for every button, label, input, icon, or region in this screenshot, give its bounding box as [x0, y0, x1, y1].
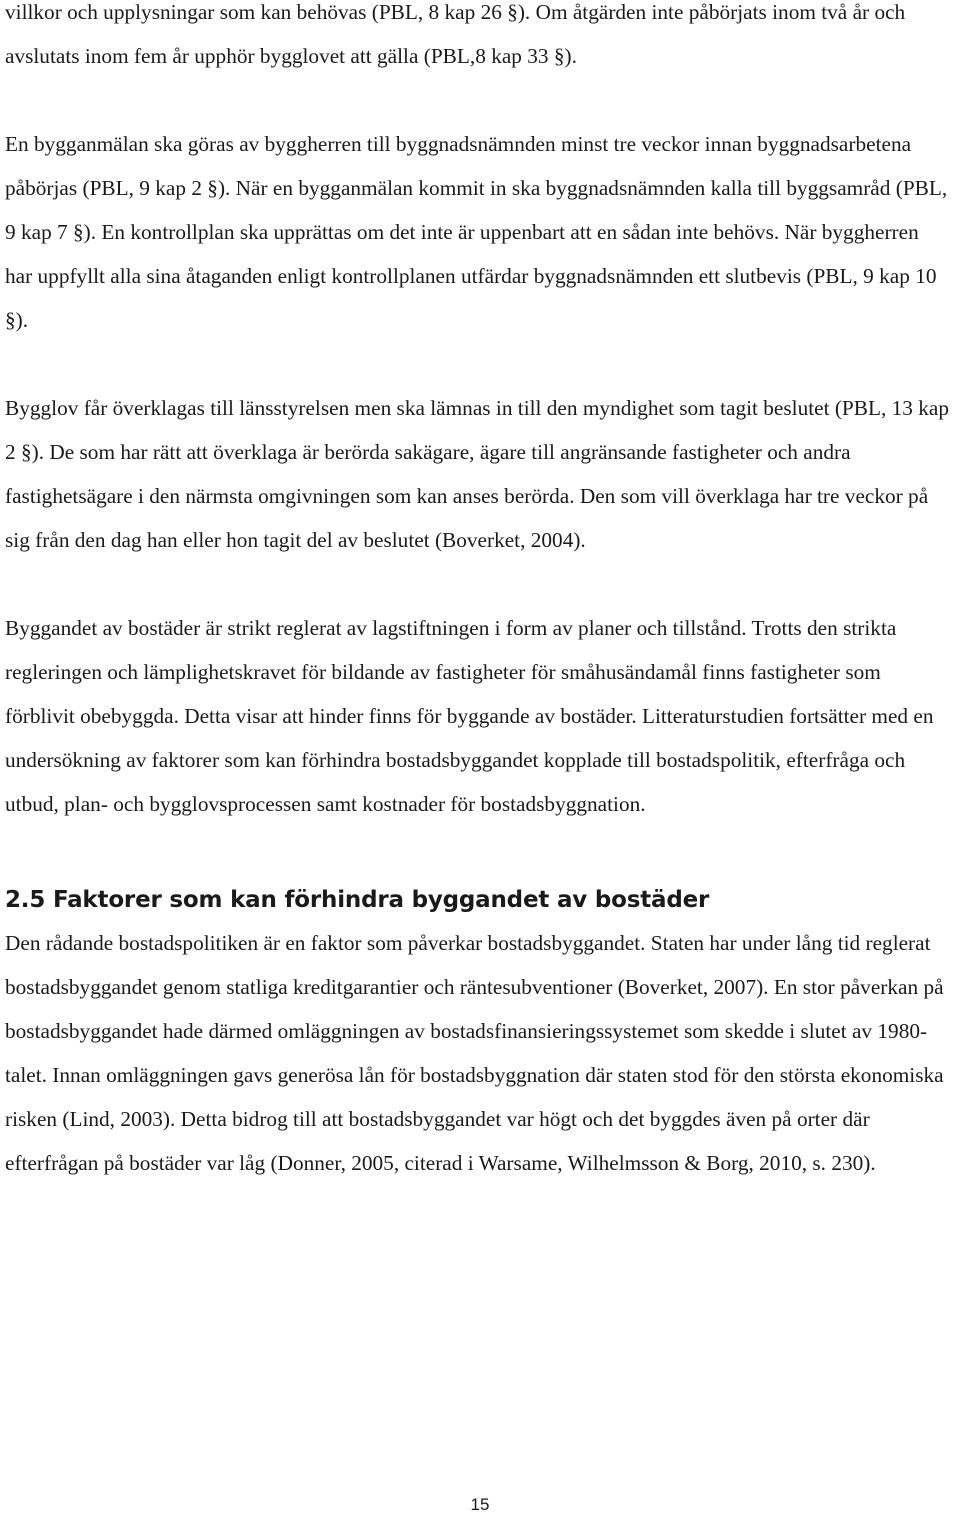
paragraph-text: Bygglov får överklagas till länsstyrelsen men ska lämnas in till den myndighet som tagit beslutet (PBL, 13 kap 2 §). De som har rätt att överklaga är berörda sakägare, ägare till angränsande fastigheter och andra fastighetsägare i den närmsta omgivningen som kan anses berörda. Den som vill överklaga har tre veckor på sig från den dag han eller hon tagit del av beslutet (Boverket, 2004). — [5, 396, 950, 552]
paragraph-text: villkor och upplysningar som kan behövas (PBL, 8 kap 26 §). Om åtgärden inte påbörjats inom två år och avslutats inom fem år upphör bygglovet att gälla (PBL,8 kap 33 §). — [5, 0, 906, 68]
paragraph-bostadspolitik — [5, 921, 950, 1185]
paragraph-gap — [5, 562, 945, 606]
section-heading: 2.5 Faktorer som kan förhindra byggandet av bostäder — [5, 887, 710, 913]
paragraph-gap — [5, 342, 945, 386]
paragraph-gap — [5, 78, 945, 122]
paragraph-text: Den rådande bostadspolitiken är en faktor som påverkar bostadsbyggandet. Staten har under lång tid reglerat bostadsbyggandet genom statliga kreditgarantier och räntesubventioner (Boverket, 2007). En stor påverkan på bostadsbyggandet hade därmed omläggningen av bostadsfinansieringssystemet som skedde i slutet av 1980-talet. Innan omläggningen gavs generösa lån för bostadsbyggnation där staten stod för den största ekonomiska risken (Lind, 2003). Detta bidrog till att bostadsbyggandet var högt och det byggdes även på orter där efterfrågan på bostäder var låg (Donner, 2005, citerad i Warsame, Wilhelmsson & Borg, 2010, s. 230). — [5, 931, 944, 1175]
page-number: 15 — [470, 1495, 490, 1514]
paragraph-byggande-reglering — [5, 606, 955, 826]
heading-gap — [5, 826, 945, 878]
paragraph-text: En bygganmälan ska göras av byggherren till byggnadsnämnden minst tre veckor innan byggnadsarbetena påbörjas (PBL, 9 kap 2 §). När en bygganmälan kommit in ska byggnadsnämnden kalla till byggsamråd (PBL, 9 kap 7 §). En kontrollplan ska upprättas om det inte är uppenbart att en sådan inte behövs. När byggherren har uppfyllt alla sina åtaganden enligt kontrollplanen utfärdar byggnadsnämnden ett slutbevis (PBL, 9 kap 10 §). — [5, 132, 948, 332]
paragraph-text: Byggandet av bostäder är strikt reglerat av lagstiftningen i form av planer och tillstånd. Trotts den strikta regleringen och lämplighetskravet för bildande av fastigheter för småhusändamål finns fastigheter som förblivit obebyggda. Detta visar att hinder finns för byggande av bostäder. Litteraturstudien fortsätter med en undersökning av faktorer som kan förhindra bostadsbyggandet kopplade till bostadspolitik, efterfråga och utbud, plan- och bygglovsprocessen samt kostnader för bostadsbyggnation. — [5, 616, 934, 816]
paragraph-bygganmalan — [5, 122, 950, 342]
document-page — [5, 0, 950, 1185]
paragraph-overklagande — [5, 386, 950, 562]
paragraph-bygglov-villkor — [5, 0, 920, 78]
